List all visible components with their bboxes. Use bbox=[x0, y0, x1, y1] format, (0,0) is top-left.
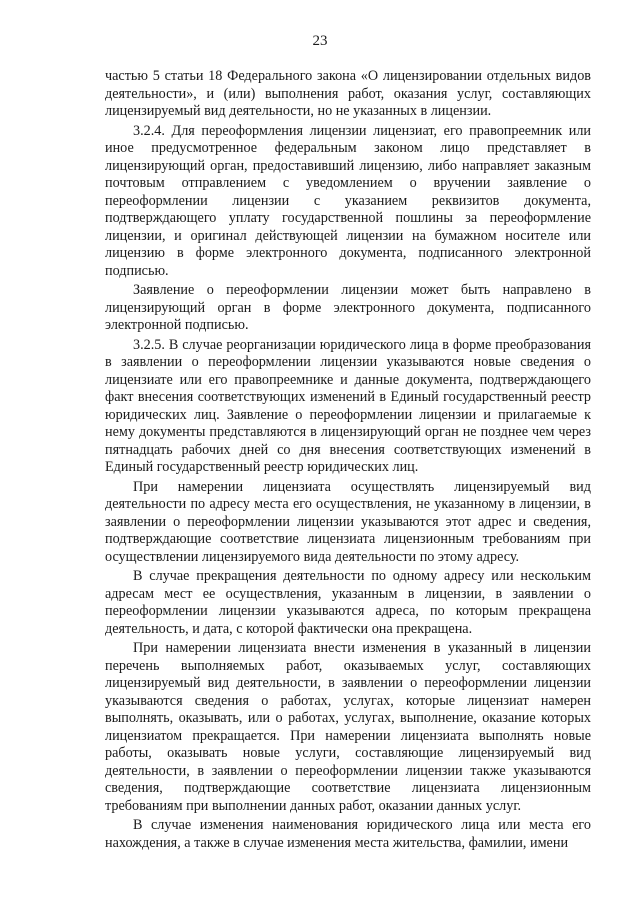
paragraph-works-services: При намерении лицензиата внести изменения в указанный в лицензии перечень выполняемых работ, оказываемых услуг, составляющих лицензируемый вид деятельности, в заявлении о переоформлении лицензии указываются сведения о работах, услугах, которые лицензиат намерен выполнять, оказывать, или о работах, услугах, выполнение, оказание которых лицензиатом прекращается. При намерении лицензиата выполнять новые работы, оказывать новые услуги, составляющие лицензируемый вид деятельности, в заявлении о переоформлении лицензии также указываются сведения, подтверждающие соответствие лицензиата лицензионным требованиям при выполнении данных работ, оказании данных услуг. bbox=[105, 640, 591, 814]
paragraph-electronic-application: Заявление о переоформлении лицензии может быть направлено в лицензирующий орган в форме электронного документа, подписанного электронной подписью. bbox=[105, 282, 591, 333]
document-body bbox=[105, 68, 591, 854]
paragraph-continuation: частью 5 статьи 18 Федерального закона «О лицензировании отдельных видов деятельности», и (или) выполнения работ, оказания услуг, составляющих лицензируемый вид деятельности, но не указанных в лицензии. bbox=[105, 68, 591, 119]
paragraph-3-2-5: 3.2.5. В случае реорганизации юридического лица в форме преобразования в заявлении о переоформлении лицензии указываются новые сведения о лицензиате или его правопреемнике и данные документа, подтверждающего факт внесения соответствующих изменений в Единый государственный реестр юридических лиц. Заявление о переоформлении лицензии и прилагаемые к нему документы представляются в лицензирующий орган не позднее чем через пятнадцать рабочих дней со дня внесения соответствующих изменений в Единый государственный реестр юридических лиц. bbox=[105, 336, 591, 475]
paragraph-name-change: В случае изменения наименования юридического лица или места его нахождения, а также в случае изменения места жительства, фамилии, имени bbox=[105, 817, 591, 851]
paragraph-address-termination: В случае прекращения деятельности по одному адресу или нескольким адресам мест ее осуществления, указанным в лицензии, в заявлении о переоформлении лицензии указываются адреса, по которым прекращена деятельность, и дата, с которой фактически она прекращена. bbox=[105, 568, 591, 637]
paragraph-new-address: При намерении лицензиата осуществлять лицензируемый вид деятельности по адресу места его осуществления, не указанному в лицензии, в заявлении о переоформлении лицензии указываются этот адрес и сведения, подтверждающие соответствие лицензиата лицензионным требованиям при осуществлении лицензируемого вида деятельности по этому адресу. bbox=[105, 478, 591, 565]
page-number: 23 bbox=[312, 33, 328, 49]
paragraph-3-2-4: 3.2.4. Для переоформления лицензии лицензиат, его правопреемник или иное предусмотренное федеральным законом лицо представляет в лицензирующий орган, предоставивший лицензию, либо направляет заказным почтовым отправлением с уведомлением о вручении заявление о переоформлении лицензии с указанием реквизитов документа, подтверждающего уплату государственной пошлины за переоформление лицензии, и оригинал действующей лицензии на бумажном носителе или лицензию в форме электронного документа, подписанного электронной подписью. bbox=[105, 122, 591, 279]
